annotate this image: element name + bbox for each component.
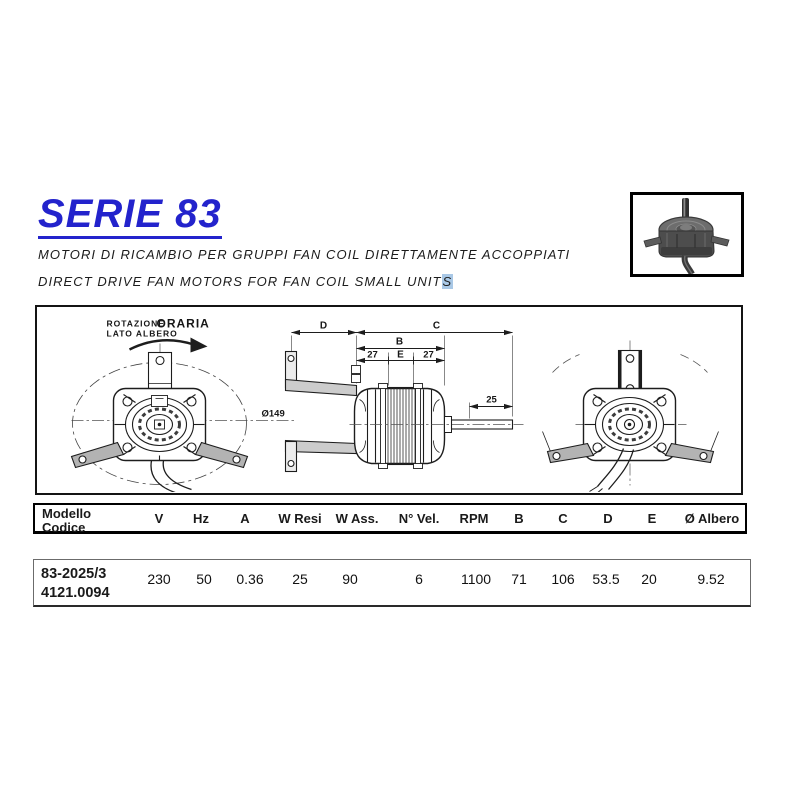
header-albero: Ø Albero <box>684 511 740 526</box>
header-d: D <box>603 511 613 526</box>
rotation-label-word2: ORARIA <box>156 316 210 331</box>
front-arm-right <box>196 443 248 468</box>
front-arm-left <box>72 443 124 468</box>
dim-label-27-left: 27 <box>367 349 378 361</box>
rotation-label-word1: ROTAZIONE <box>106 318 165 329</box>
dim-label-25: 25 <box>486 394 497 406</box>
dim-label-c: C <box>432 320 441 332</box>
header-v: V <box>154 511 164 526</box>
rotation-arrow <box>130 340 194 349</box>
cell-c: 106 <box>551 571 575 587</box>
motor-photo-frame <box>630 192 744 277</box>
cell-b: 71 <box>511 571 527 587</box>
cell-e: 20 <box>641 571 657 587</box>
header-w-ass: W Ass. <box>335 511 379 526</box>
header-n-vel: N° Vel. <box>398 511 440 526</box>
header-hz: Hz <box>193 511 209 526</box>
cell-albero: 9.52 <box>697 571 725 587</box>
rotation-label-line2: LATO ALBERO <box>106 328 178 339</box>
header-b: B <box>514 511 524 526</box>
subtitle-english-text: DIRECT DRIVE FAN MOTORS FOR FAN COIL SMALL UNIT <box>38 274 442 289</box>
technical-drawing <box>37 307 740 492</box>
cell-w-resi: 25 <box>292 571 308 587</box>
side-view <box>286 321 524 472</box>
cell-a: 0.36 <box>236 571 264 587</box>
subtitle-english <box>38 274 453 289</box>
cell-d: 53.5 <box>592 571 620 587</box>
dim-label-d: D <box>319 320 328 332</box>
diameter-label: Ø149 <box>261 408 285 420</box>
dim-label-e: E <box>397 349 404 361</box>
selection-highlight: S <box>442 274 453 289</box>
cell-n-vel: 6 <box>415 571 423 587</box>
header-rpm: RPM <box>459 511 489 526</box>
header-e: E <box>647 511 657 526</box>
rear-arm-right <box>666 444 714 463</box>
cell-hz: 50 <box>196 571 212 587</box>
spec-table-header <box>33 503 747 534</box>
motor-photo-image <box>633 195 741 274</box>
header-w-resi: W Resi <box>278 511 322 526</box>
technical-drawing-frame <box>35 305 743 495</box>
dim-label-27-right: 27 <box>423 349 434 361</box>
cell-model: 83-2025/3 4121.0094 <box>41 566 110 601</box>
page-title: SERIE 83 <box>38 193 222 239</box>
front-view <box>72 317 296 493</box>
rear-view <box>543 341 719 493</box>
cell-rpm: 1100 <box>460 571 492 587</box>
cell-w-ass: 90 <box>342 571 358 587</box>
spec-table-row <box>33 559 751 607</box>
header-a: A <box>240 511 250 526</box>
header-model: Modello Codice <box>42 506 92 535</box>
header-c: C <box>558 511 568 526</box>
cell-v: 230 <box>147 571 171 587</box>
subtitle-italian: MOTORI DI RICAMBIO PER GRUPPI FAN COIL DIRETTAMENTE ACCOPPIATI <box>38 247 571 262</box>
side-stator <box>385 388 417 465</box>
dim-label-b: B <box>395 336 404 348</box>
